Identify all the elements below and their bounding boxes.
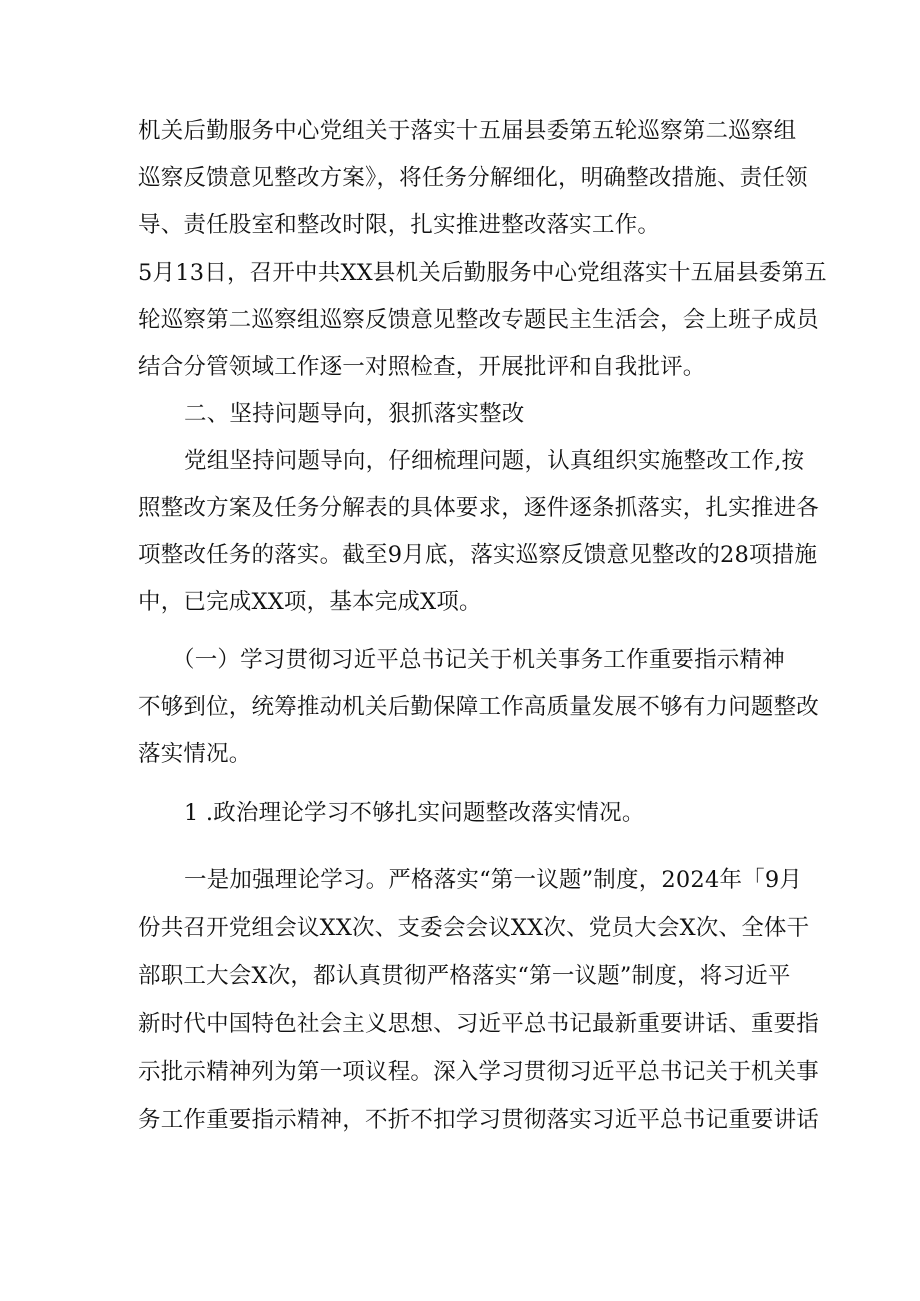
paragraph-line: 5月13日，召开中共XX县机关后勤服务中心党组落实十五届县委第五: [138, 260, 827, 286]
paragraph-line: 党组坚持问题导向，仔细梳理问题，认真组织实施整改工作,按: [184, 448, 805, 474]
paragraph-line: 机关后勤服务中心党组关于落实十五届县委第五轮巡察第二巡察组: [138, 118, 797, 144]
subsection-heading-line: 落实情况。: [138, 741, 252, 767]
subsection-heading-line: 不够到位，统筹推动机关后勤保障工作高质量发展不够有力问题整改: [138, 694, 820, 720]
paragraph-line: 一是加强理论学习。严格落实“第一议题”制度，2024年「9月: [184, 867, 803, 893]
paragraph-line: 示批示精神列为第一项议程。深入学习贯彻习近平总书记关于机关事: [138, 1059, 820, 1085]
paragraph-line: 部职工大会X次，都认真贯彻严格落实“第一议题”制度，将习近平: [138, 963, 791, 989]
subsection-heading: （一）学习贯彻习近平总书记关于机关事务工作重要指示精神: [172, 647, 785, 673]
paragraph-line: 份共召开党组会议XX次、支委会会议XX次、党员大会X次、全体干: [138, 915, 810, 941]
paragraph-line: 项整改任务的落实。截至9月底，落实巡察反馈意见整改的28项措施: [138, 542, 818, 568]
paragraph-line: 中，已完成XX项，基本完成X项。: [138, 589, 482, 615]
paragraph-line: 结合分管领域工作逐一对照检查，开展批评和自我批评。: [138, 354, 706, 380]
paragraph-line: 巡察反馈意见整改方案》，将任务分解细化，明确整改措施、责任领: [138, 165, 808, 191]
paragraph-line: 轮巡察第二巡察组巡察反馈意见整改专题民主生活会，会上班子成员: [138, 307, 820, 333]
paragraph-line: 照整改方案及任务分解表的具体要求，逐件逐条抓落实，扎实推进各: [138, 495, 820, 521]
section-heading: 二、坚持问题导向，狠抓落实整改: [184, 401, 525, 427]
item-heading: 1 .政治理论学习不够扎实问题整改落实情况。: [184, 800, 645, 826]
paragraph-line: 务工作重要指示精神，不折不扣学习贯彻落实习近平总书记重要讲话: [138, 1107, 820, 1133]
paragraph-line: 新时代中国特色社会主义思想、习近平总书记最新重要讲话、重要指: [138, 1011, 820, 1037]
paragraph-line: 导、责任股室和整改时限，扎实推进整改落实工作。: [138, 212, 661, 238]
